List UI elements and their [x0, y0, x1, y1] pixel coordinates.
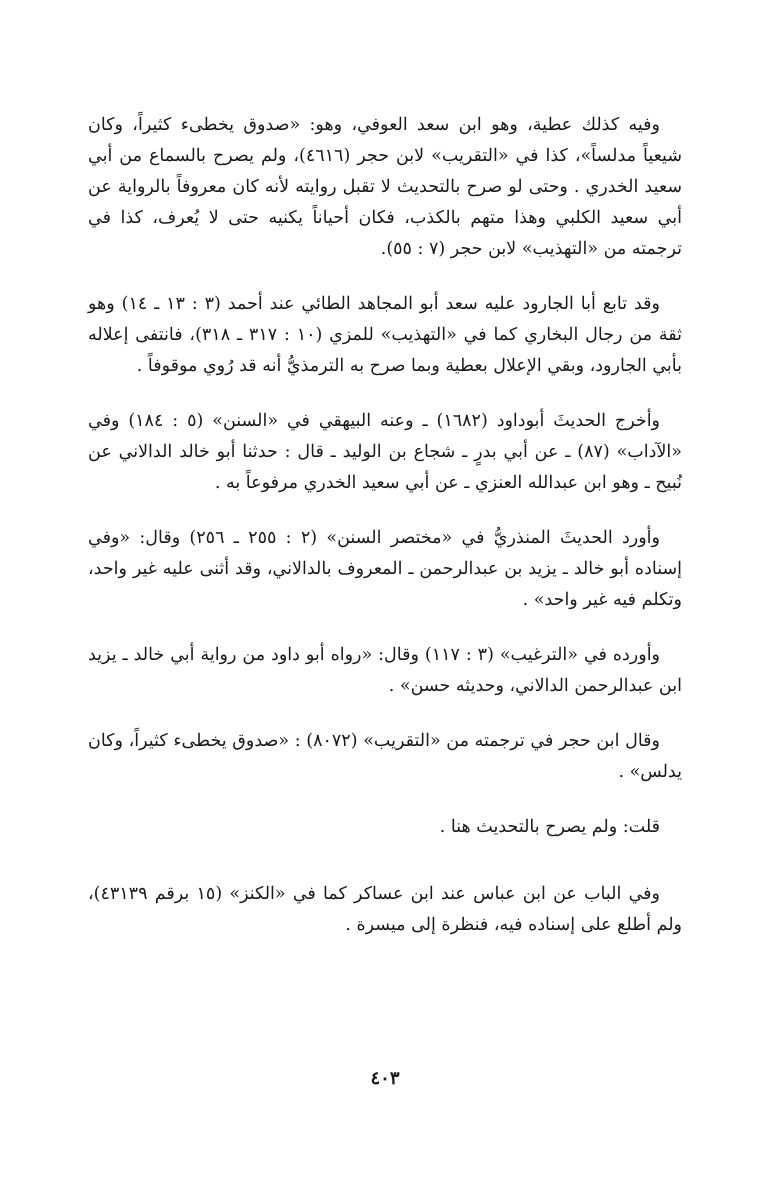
paragraph-ibn-hajar: وقال ابن حجر في ترجمته من «التقريب» (٨٠٧٢) : «صدوق يخطىء كثيراً، وكان يدلس» .	[88, 731, 682, 782]
page-body	[88, 110, 682, 965]
paragraph-qultu: قلت: ولم يصرح بالتحديث هنا .	[439, 817, 660, 837]
paragraph-targhib: وأورده في «الترغيب» (٣ : ١١٧) وقال: «رواه أبو داود من رواية أبي خالد ـ يزيد ابن عبدالرحمن الدالاني، وحديثه حسن» .	[88, 645, 682, 696]
paragraph-abu-dawud: وأخرج الحديثَ أبوداود (١٦٨٢) ـ وعنه البيهقي في «السنن» (٥ : ١٨٤) وفي «الآداب» (٨٧) ـ عن أبي بدرٍ ـ شجاع بن الوليد ـ قال : حدثنا أبو خالد الدالاني عن نُبيح ـ وهو ابن عبدالله العنزي ـ عن أبي سعيد الخدري مرفوعاً به .	[88, 411, 682, 493]
paragraph-ibn-abbas: وفي الباب عن ابن عباس عند ابن عساكر كما في «الكنز» (١٥ برقم ٤٣١٣٩)، ولم أطلع على إسناده فيه، فنظرة إلى ميسرة .	[88, 884, 682, 935]
paragraph-abu-mujahid: وقد تابع أبا الجارود عليه سعد أبو المجاهد الطائي عند أحمد (٣ : ١٣ ـ ١٤) وهو ثقة من رجال البخاري كما في «التهذيب» للمزي (١٠ : ٣١٧ ـ ٣١٨)، فانتفى إعلاله بأبي الجارود، وبقي الإعلال بعطية وبما صرح به الترمذيُّ أنه قد رُوي موقوفاً .	[88, 294, 682, 376]
page-number: ٤٠٣	[370, 1068, 400, 1089]
paragraph-attiyah: وفيه كذلك عطية، وهو ابن سعد العوفي، وهو: «صدوق يخطىء كثيراً، وكان شيعياً مدلساً»، كذا في «التقريب» لابن حجر (٤٦١٦)، ولم يصرح بالسماع من أبي سعيد الخدري . وحتى لو صرح بالتحديث لا تقبل روايته لأنه كان معروفاً بالرواية عن أبي سعيد الكلبي وهذا متهم بالكذب، فكان أحياناً يكنيه حتى لا يُعرف، كذا في ترجمته من «التهذيب» لابن حجر (٧ : ٥٥).	[88, 115, 682, 259]
paragraph-mundhiri: وأورد الحديثَ المنذريُّ في «مختصر السنن» (٢ : ٢٥٥ ـ ٢٥٦) وقال: «وفي إسناده أبو خالد ـ يزيد بن عبدالرحمن ـ المعروف بالدالاني، وقد أثنى عليه غير واحد، وتكلم فيه غير واحد» .	[88, 528, 682, 610]
